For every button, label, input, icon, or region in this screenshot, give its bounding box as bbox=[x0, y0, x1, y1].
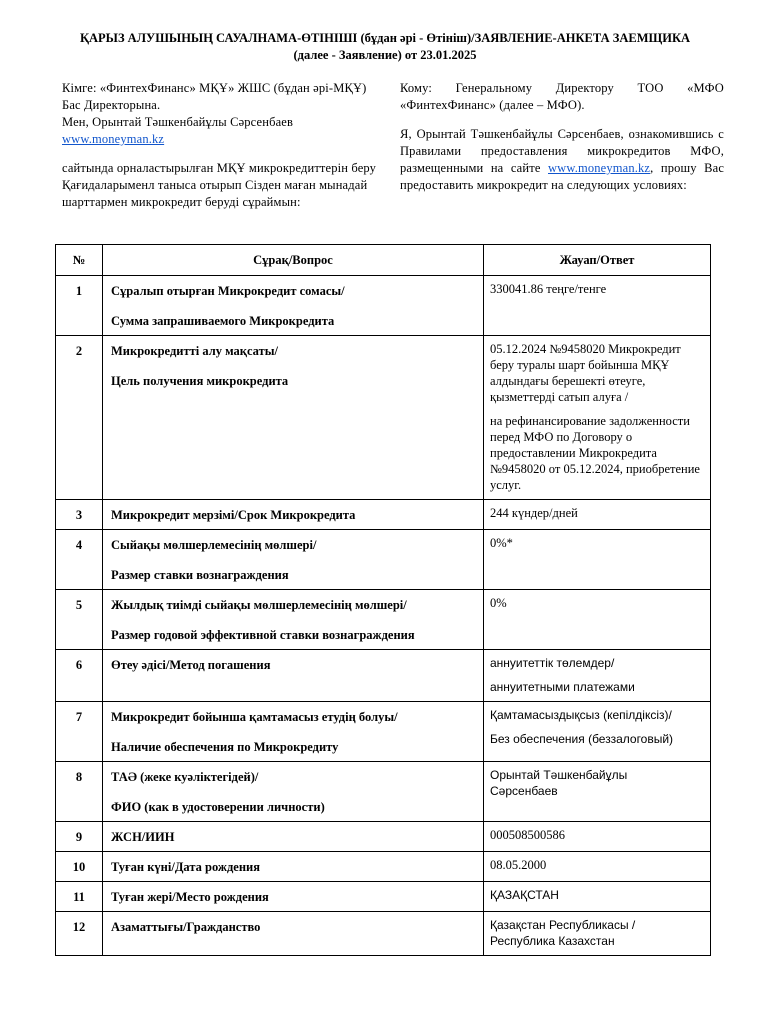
answer-value: 244 күндер/дней bbox=[490, 506, 578, 520]
row-number: 9 bbox=[56, 822, 103, 852]
answer-cell bbox=[484, 500, 711, 530]
answer-cell bbox=[484, 762, 711, 822]
question-cell bbox=[103, 912, 484, 956]
question-text: Туған жері/Место рождения bbox=[111, 890, 269, 904]
table-row bbox=[56, 822, 711, 852]
question-cell bbox=[103, 882, 484, 912]
question-kz: Микрокредитті алу мақсаты/ bbox=[111, 344, 278, 358]
table-row bbox=[56, 702, 711, 762]
question-text: Өтеу әдісі/Метод погашения bbox=[111, 658, 271, 672]
answer-cell bbox=[484, 822, 711, 852]
question-ru: Цель получения микрокредита bbox=[111, 374, 289, 388]
question-ru: ФИО (как в удостоверении личности) bbox=[111, 800, 325, 814]
answer-value: 08.05.2000 bbox=[490, 858, 547, 872]
question-kz: Жылдық тиімді сыйақы мөлшерлемесінің мөлшері/ bbox=[111, 598, 407, 612]
row-number: 4 bbox=[56, 530, 103, 590]
question-cell bbox=[103, 336, 484, 500]
row-number: 6 bbox=[56, 650, 103, 702]
question-cell bbox=[103, 500, 484, 530]
table-row bbox=[56, 590, 711, 650]
question-cell bbox=[103, 530, 484, 590]
answer-cell bbox=[484, 276, 711, 336]
answer-value-kz: Қамтамасыздықсыз (кепілдіксіз)/ bbox=[490, 708, 672, 722]
answer-value-kz: аннуитеттік төлемдер/ bbox=[490, 656, 615, 670]
table-row bbox=[56, 912, 711, 956]
website-link-kz[interactable]: www.moneyman.kz bbox=[62, 132, 165, 146]
row-number: 2 bbox=[56, 336, 103, 500]
question-ru: Сумма запрашиваемого Микрокредита bbox=[111, 314, 335, 328]
answer-cell bbox=[484, 702, 711, 762]
applicant-kz: Мен, Орынтай Тәшкенбайұлы Сәрсенбаев bbox=[62, 115, 294, 129]
document-title bbox=[40, 30, 730, 64]
table-row bbox=[56, 650, 711, 702]
row-number: 5 bbox=[56, 590, 103, 650]
header-num: № bbox=[56, 245, 103, 276]
question-kz: Микрокредит бойынша қамтамасыз етудің болуы/ bbox=[111, 710, 398, 724]
row-number: 1 bbox=[56, 276, 103, 336]
request-text-kz: сайтында орналастырылған МҚҰ микрокредиттерін беру Қағидаларыменл таныса отырып Сізден маған мынадай шарттармен микрокредит беруді сұраймын: bbox=[62, 161, 377, 209]
question-cell bbox=[103, 650, 484, 702]
header-left-kazakh bbox=[62, 80, 386, 211]
row-number: 7 bbox=[56, 702, 103, 762]
title-line-2: (далее - Заявление) от 23.01.2025 bbox=[293, 48, 477, 62]
question-text: ЖСН/ИИН bbox=[111, 830, 175, 844]
answer-cell bbox=[484, 912, 711, 956]
question-kz: Сыйақы мөлшерлемесінің мөлшері/ bbox=[111, 538, 317, 552]
answer-cell bbox=[484, 530, 711, 590]
answer-cell bbox=[484, 336, 711, 500]
table-row bbox=[56, 882, 711, 912]
table-header-row bbox=[56, 245, 711, 276]
table-row bbox=[56, 336, 711, 500]
question-ru: Наличие обеспечения по Микрокредиту bbox=[111, 740, 339, 754]
answer-cell bbox=[484, 882, 711, 912]
question-ru: Размер ставки вознаграждения bbox=[111, 568, 289, 582]
answer-cell bbox=[484, 852, 711, 882]
request-text-ru bbox=[400, 126, 724, 194]
application-table bbox=[55, 244, 711, 956]
answer-value-ru: Без обеспечения (беззалоговый) bbox=[490, 732, 674, 746]
question-ru: Размер годовой эффективной ставки вознаграждения bbox=[111, 628, 415, 642]
answer-value: 330041.86 теңге/тенге bbox=[490, 282, 607, 296]
table-row bbox=[56, 530, 711, 590]
row-number: 8 bbox=[56, 762, 103, 822]
request-text-ru-end: , прошу Вас предоставить микрокредит на следующих условиях: bbox=[400, 161, 725, 192]
table-row bbox=[56, 852, 711, 882]
addressee-kz: Кімге: «ФинтехФинанс» МҚҰ» ЖШС (бұдан әрі-МҚҰ) Бас Директорына. bbox=[62, 81, 367, 112]
answer-value: 000508500586 bbox=[490, 828, 565, 842]
answer-value-ru: на рефинансирование задолженности перед МФО по Договору о предоставлении Микрокредита №9458020 от 05.12.2024, приобретение услуг. bbox=[490, 414, 700, 492]
table-row bbox=[56, 500, 711, 530]
answer-value: 0% bbox=[490, 596, 507, 610]
row-number: 10 bbox=[56, 852, 103, 882]
row-number: 12 bbox=[56, 912, 103, 956]
question-text: Азаматтығы/Гражданство bbox=[111, 920, 261, 934]
question-kz: Сұралып отырған Микрокредит сомасы/ bbox=[111, 284, 345, 298]
answer-value: ҚАЗАҚСТАН bbox=[490, 888, 559, 902]
answer-cell bbox=[484, 590, 711, 650]
question-kz: ТАӘ (жеке куәліктегідей)/ bbox=[111, 770, 259, 784]
answer-value: Орынтай Тәшкенбайұлы Сәрсенбаев bbox=[490, 768, 628, 798]
question-cell bbox=[103, 702, 484, 762]
question-cell bbox=[103, 822, 484, 852]
table-row bbox=[56, 762, 711, 822]
request-text-ru-start: Я, Орынтай Тәшкенбайұлы Сәрсенбаев, ознакомившись с Правилами предоставления микрокредитов МФО, размещенными на сайте bbox=[400, 127, 724, 175]
answer-value: 0%* bbox=[490, 536, 513, 550]
answer-value-ru: аннуитетными платежами bbox=[490, 680, 635, 694]
question-cell bbox=[103, 852, 484, 882]
addressee-ru: Кому: Генеральному Директору ТОО «МФО «ФинтехФинанс» (далее – МФО). bbox=[400, 81, 724, 112]
answer-cell bbox=[484, 650, 711, 702]
header-answer: Жауап/Ответ bbox=[484, 245, 711, 276]
table-row bbox=[56, 276, 711, 336]
question-cell bbox=[103, 762, 484, 822]
header-question: Сұрақ/Вопрос bbox=[103, 245, 484, 276]
question-cell bbox=[103, 276, 484, 336]
answer-value-kz: 05.12.2024 №9458020 Микрокредит беру туралы шарт бойынша МҚҰ алдындағы берешекті өтеуге, қызметтерді сатып алуға / bbox=[490, 342, 681, 404]
question-cell bbox=[103, 590, 484, 650]
question-text: Микрокредит мерзімі/Срок Микрокредита bbox=[111, 508, 356, 522]
row-number: 11 bbox=[56, 882, 103, 912]
title-line-1: ҚАРЫЗ АЛУШЫНЫҢ САУАЛНАМА-ӨТІНІШІ (бұдан әрі - Өтініш)/ЗАЯВЛЕНИЕ-АНКЕТА ЗАЕМЩИКА bbox=[79, 31, 691, 45]
row-number: 3 bbox=[56, 500, 103, 530]
question-text: Туған күні/Дата рождения bbox=[111, 860, 261, 874]
website-link-ru[interactable]: www.moneyman.kz bbox=[548, 161, 651, 175]
header-right-russian bbox=[400, 80, 724, 194]
answer-value: Қазақстан Республикасы / Республика Казахстан bbox=[490, 918, 636, 948]
